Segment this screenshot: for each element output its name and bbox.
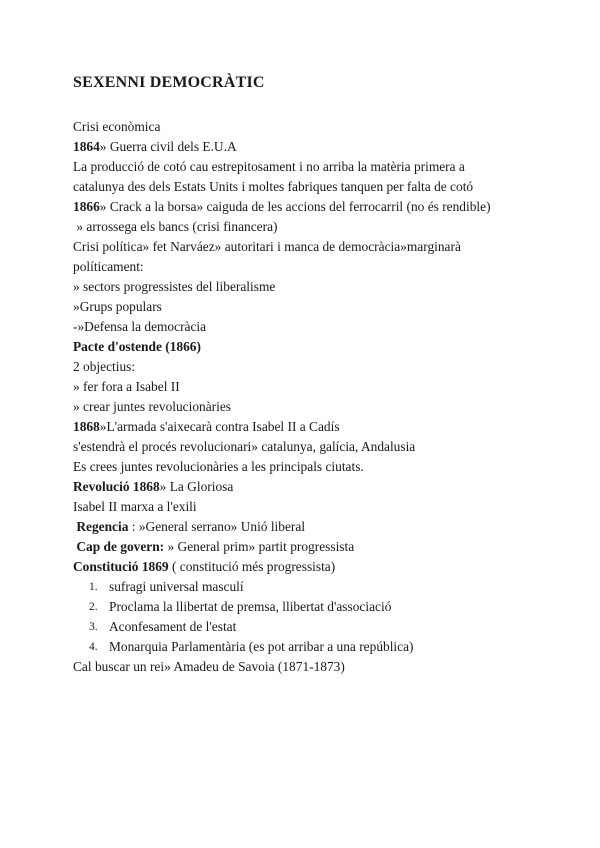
- line-text: » Guerra civil dels E.U.A: [99, 139, 237, 154]
- line-text: »L'armada s'aixecarà contra Isabel II a Cadís: [99, 419, 340, 434]
- text-line: [73, 417, 583, 437]
- section-heading: Constitució 1869: [73, 559, 169, 574]
- list-item: [73, 597, 583, 617]
- section-heading: Regencia: [73, 519, 129, 534]
- section-heading: Pacte d'ostende (1866): [73, 339, 201, 354]
- list-number: 4.: [89, 641, 98, 653]
- text-line: s'estendrà el procés revolucionari» catalunya, galícia, Andalusia: [73, 439, 416, 454]
- section-heading: Revolució 1868: [73, 479, 160, 494]
- line-text: : »General serrano» Unió liberal: [128, 519, 306, 534]
- list-item: [73, 577, 583, 597]
- text-line: [73, 137, 583, 157]
- text-line: catalunya des dels Estats Units i moltes fabriques tanquen per falta de cotó: [73, 179, 474, 194]
- list-item-text: Proclama la llibertat de premsa, llibertat d'associació: [109, 599, 392, 614]
- line-text: ( constitució més progressista): [168, 559, 336, 574]
- text-line: Isabel II marxa a l'exili: [73, 499, 197, 514]
- text-line: » sectors progressistes del liberalisme: [73, 279, 276, 294]
- line-text: » General prim» partit progressista: [164, 539, 355, 554]
- text-line: [73, 477, 583, 497]
- text-line: [73, 537, 583, 557]
- line-text: » La Gloriosa: [159, 479, 234, 494]
- text-line: »Grups populars: [73, 299, 162, 314]
- text-line: políticament:: [73, 259, 144, 274]
- line-text: » Crack a la borsa» caiguda de les accions del ferrocarril (no és rendible): [99, 199, 491, 214]
- text-line: [73, 517, 583, 537]
- list-item-text: Monarquia Parlamentària (es pot arribar a una república): [109, 639, 414, 654]
- page-title: SEXENNI DEMOCRÀTIC: [73, 74, 265, 91]
- bold-year: 1868: [73, 419, 100, 434]
- text-line: La producció de cotó cau estrepitosament i no arriba la matèria primera a: [73, 159, 465, 174]
- list-number: 3.: [89, 621, 98, 633]
- text-line: [73, 197, 583, 217]
- list-item: [73, 617, 583, 637]
- text-line: [73, 557, 583, 577]
- list-number: 1.: [89, 581, 98, 593]
- text-line: Crisi política» fet Narváez» autoritari i manca de democràcia»marginarà: [73, 239, 461, 254]
- text-line: 2 objectius:: [73, 359, 136, 374]
- document-body: [73, 117, 583, 677]
- text-line: Es crees juntes revolucionàries a les principals ciutats.: [73, 459, 364, 474]
- numbered-list: [73, 577, 583, 657]
- text-line: » arrossega els bancs (crisi financera): [73, 219, 278, 234]
- list-item-text: sufragi universal masculí: [109, 579, 244, 594]
- text-line: » fer fora a Isabel II: [73, 379, 180, 394]
- bold-year: 1864: [73, 139, 100, 154]
- list-number: 2.: [89, 601, 98, 613]
- list-item-text: Aconfesament de l'estat: [109, 619, 237, 634]
- list-item: [73, 637, 583, 657]
- text-line: » crear juntes revolucionàries: [73, 399, 232, 414]
- section-heading: Cap de govern:: [73, 539, 165, 554]
- text-line: -»Defensa la democràcia: [73, 319, 207, 334]
- bold-year: 1866: [73, 199, 100, 214]
- text-line: Cal buscar un rei» Amadeu de Savoia (1871-1873): [73, 659, 345, 674]
- text-line: Crisi econòmica: [73, 119, 161, 134]
